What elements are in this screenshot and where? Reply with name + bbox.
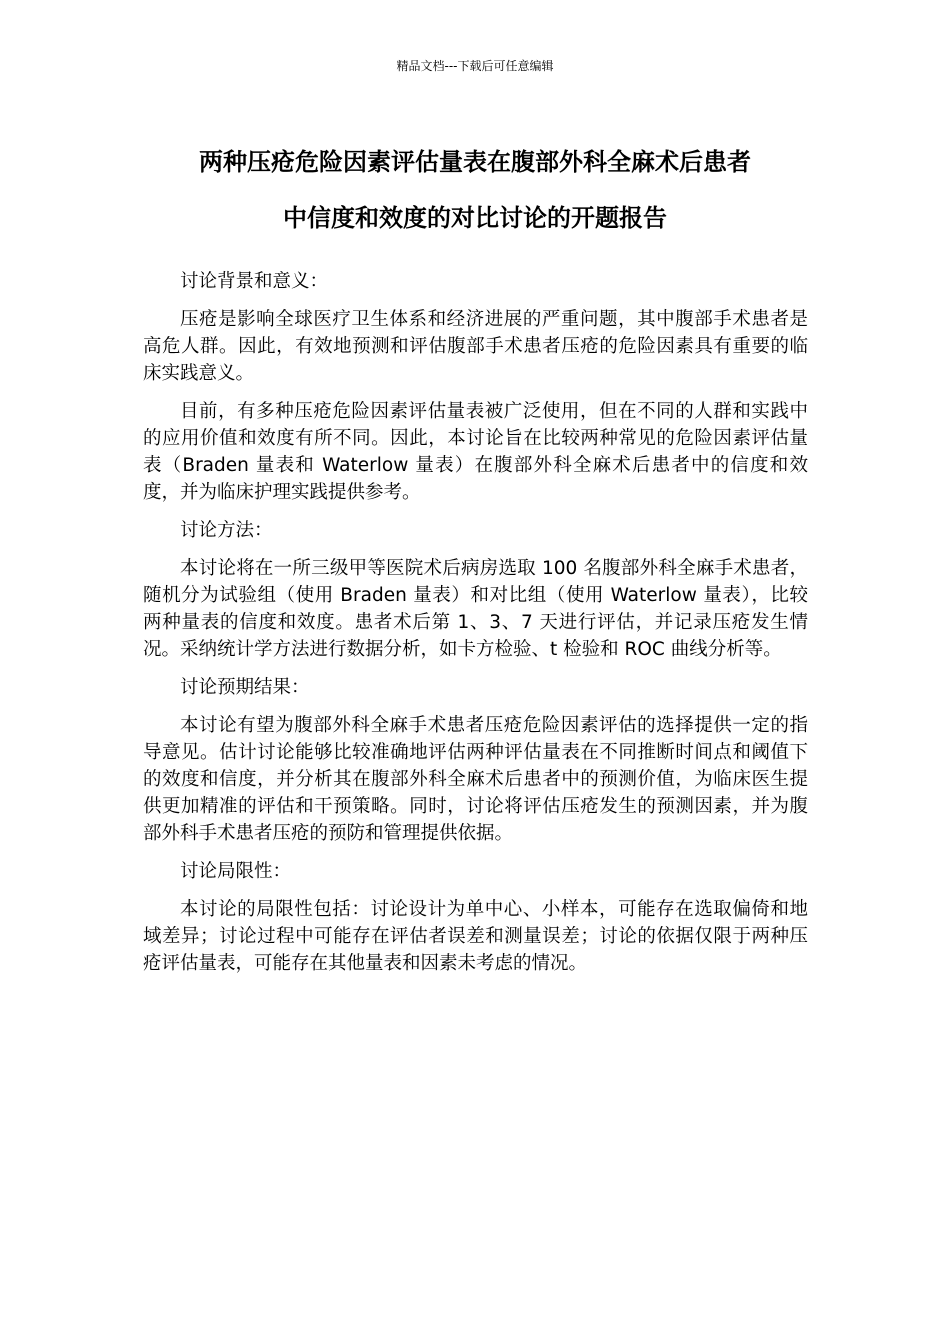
document-body bbox=[143, 268, 808, 988]
section-heading-background: 讨论背景和意义： bbox=[180, 271, 329, 292]
paragraph-methods-1: 本讨论将在一所三级甲等医院术后病房选取 100 名腹部外科全麻手术患者，随机分为试验组（使用 Braden 量表）和对比组（使用 Waterlow 量表），比较两种量表的信度和效度。患者术后第 1、3、7 天进行评估，并记录压疮发生情况。采纳统计学方法进行数据分析，如卡方检验、t 检验和 ROC 曲线分析等。 bbox=[143, 558, 808, 660]
section-heading-limitations: 讨论局限性： bbox=[180, 861, 292, 882]
paragraph-limitations-1: 本讨论的局限性包括：讨论设计为单中心、小样本，可能存在选取偏倚和地域差异；讨论过程中可能存在评估者误差和测量误差；讨论的依据仅限于两种压疮评估量表，可能存在其他量表和因素未考虑的情况。 bbox=[143, 899, 808, 974]
paragraph-background-2: 目前，有多种压疮危险因素评估量表被广泛使用，但在不同的人群和实践中的应用价值和效度有所不同。因此，本讨论旨在比较两种常见的危险因素评估量表（Braden 量表和 Waterlow 量表）在腹部外科全麻术后患者中的信度和效度，并为临床护理实践提供参考。 bbox=[143, 401, 808, 503]
title-line-1: 两种压疮危险因素评估量表在腹部外科全麻术后患者 bbox=[199, 148, 751, 176]
paragraph-results-1: 本讨论有望为腹部外科全麻手术患者压疮危险因素评估的选择提供一定的指导意见。估计讨论能够比较准确地评估两种评估量表在不同推断时间点和阈值下的效度和信度，并分析其在腹部外科全麻术后患者中的预测价值，为临床医生提供更加精准的评估和干预策略。同时，讨论将评估压疮发生的预测因素，并为腹部外科手术患者压疮的预防和管理提供依据。 bbox=[143, 715, 808, 844]
section-heading-results: 讨论预期结果： bbox=[180, 677, 310, 698]
title-line-2: 中信度和效度的对比讨论的开题报告 bbox=[283, 204, 667, 232]
document-title bbox=[120, 134, 830, 246]
header-note: 精品文档---下载后可任意编辑 bbox=[396, 59, 554, 73]
paragraph-background-1: 压疮是影响全球医疗卫生体系和经济进展的严重问题，其中腹部手术患者是高危人群。因此，有效地预测和评估腹部手术患者压疮的危险因素具有重要的临床实践意义。 bbox=[143, 309, 808, 384]
section-heading-methods: 讨论方法： bbox=[180, 520, 273, 541]
